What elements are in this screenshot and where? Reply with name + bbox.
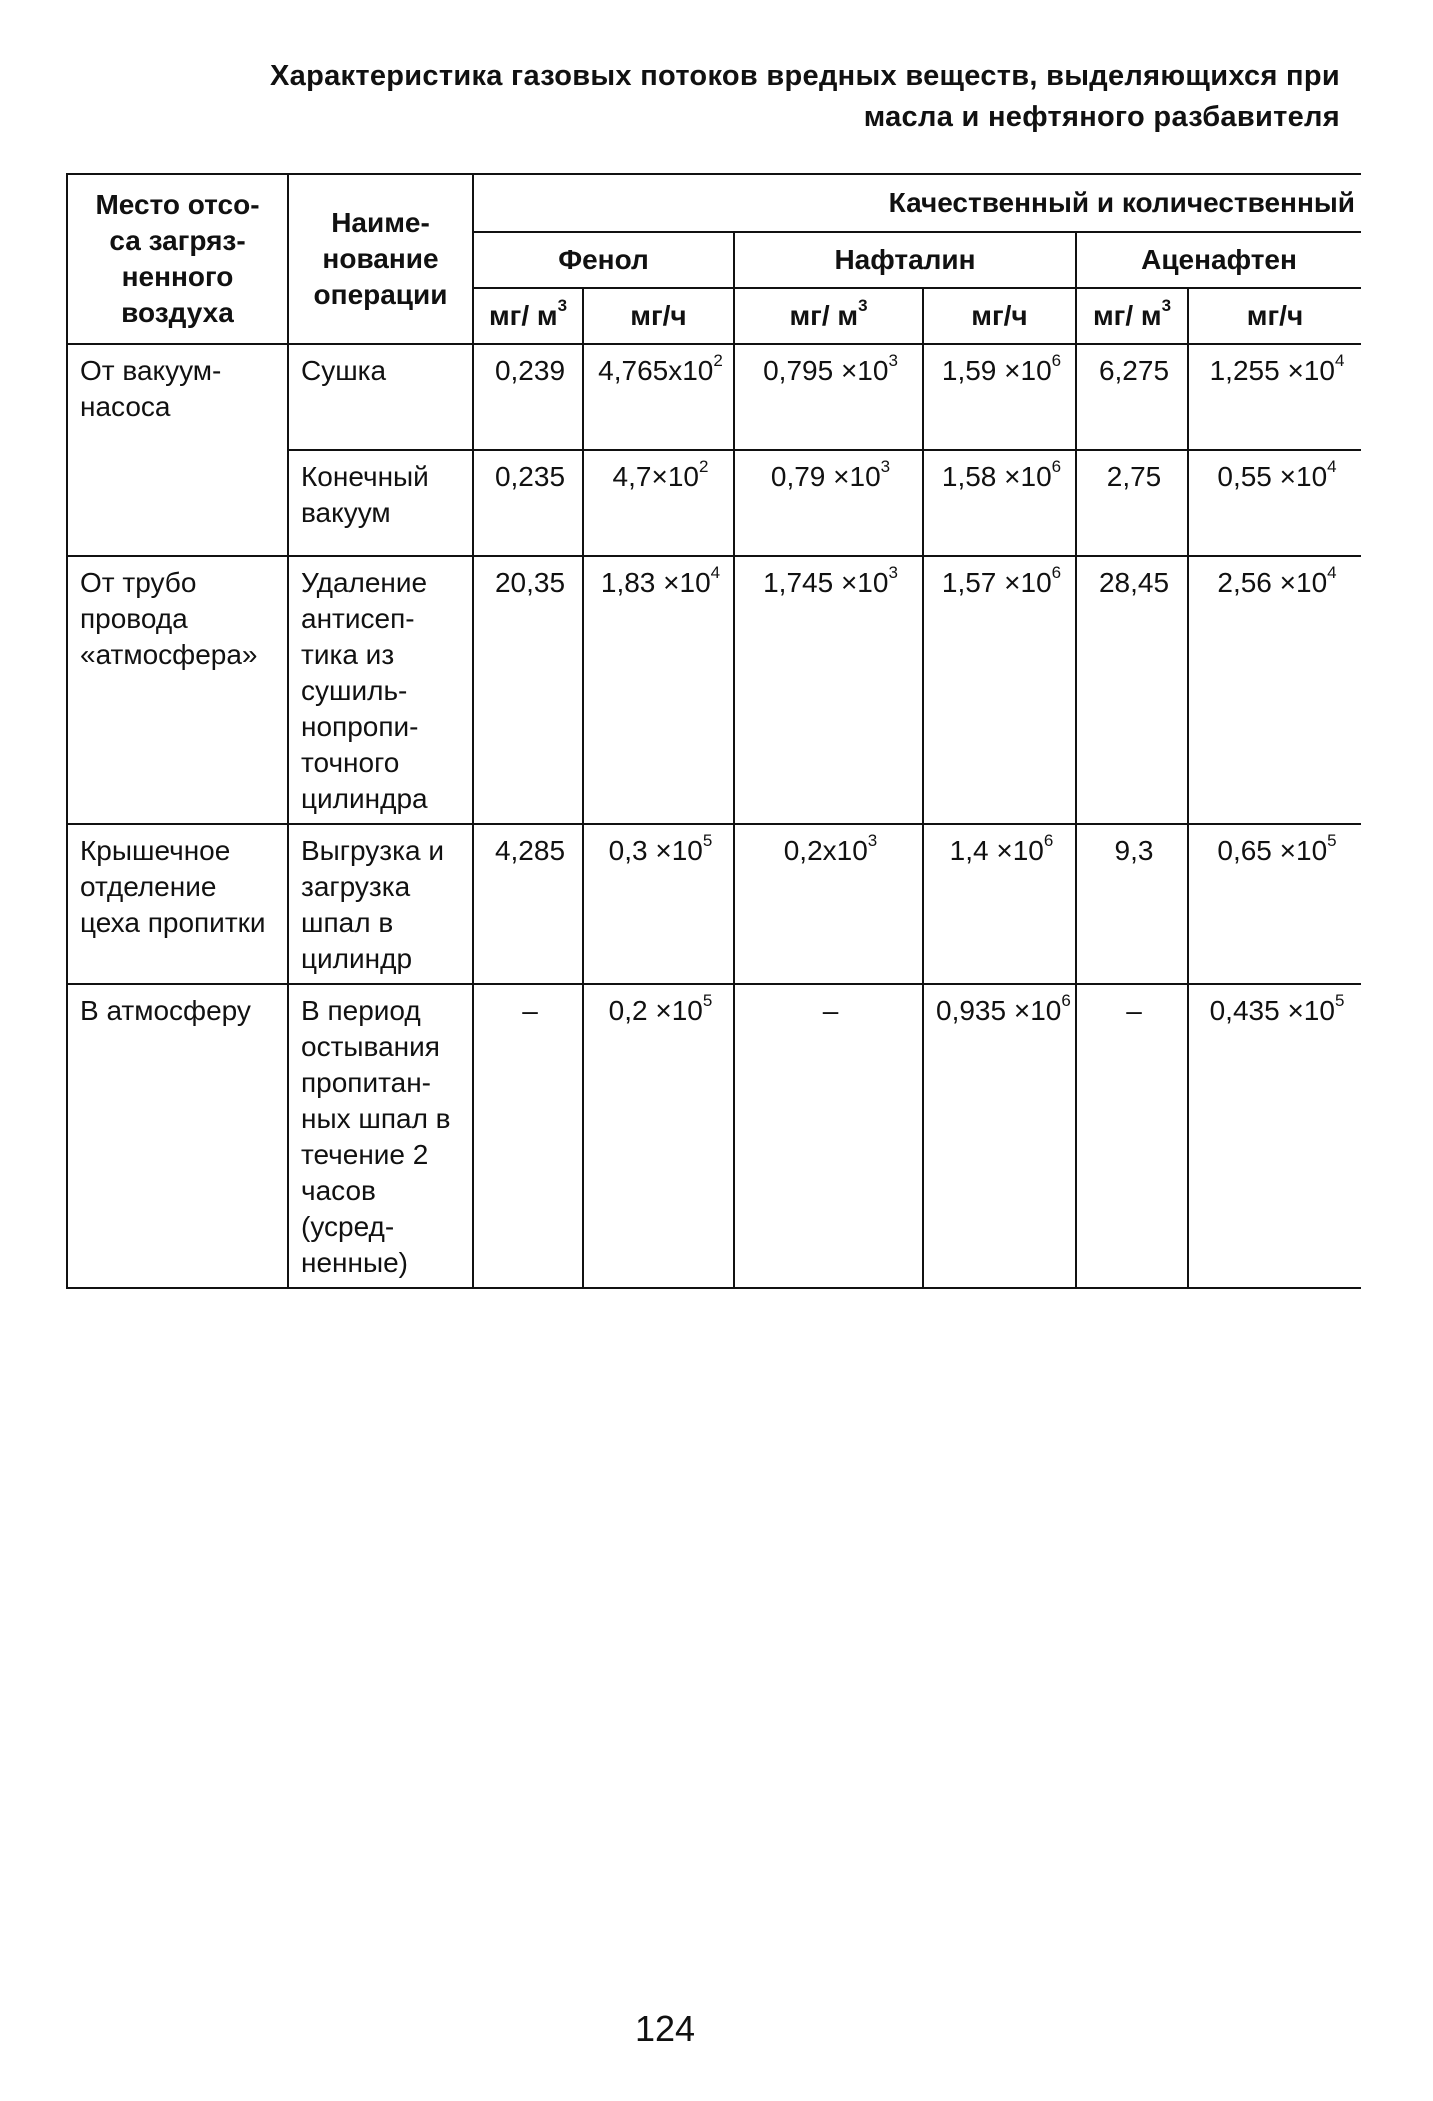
cell-acen-mg-h: $1,255 \times 10^4$ [1188,344,1361,450]
header-unit: мг/ч [583,288,734,344]
cell-phenol-mg-m3: 4,285 [473,824,583,984]
cell-naph-mg-h: $0,935 \times 10^6$ [923,984,1076,1288]
cell-operation: В период остывания пропитан-ных шпал в течение 2 часов (усред-ненные) [288,984,473,1288]
cell-naph-mg-h: $1,59 \times 10^6$ [923,344,1076,450]
cell-operation: Конечный вакуум [288,450,473,556]
cell-place: От трубо провода «атмосфера» [67,556,288,824]
cell-place: От вакуум-насоса [67,344,288,556]
header-unit: мг/ $м^3$ [473,288,583,344]
cell-naph-mg-m3: $1,745 \times 10^3$ [734,556,923,824]
header-place-line: са загряз- [109,225,246,256]
cell-naph-mg-h: $1,57 \times 10^6$ [923,556,1076,824]
header-substance-acenaphthene: Аценафтен [1076,232,1361,288]
cell-acen-mg-m3: 9,3 [1076,824,1188,984]
cell-naph-mg-m3: – [734,984,923,1288]
table-caption [120,56,1340,138]
cell-naph-mg-h: $1,58 \times 10^6$ [923,450,1076,556]
cell-naph-mg-h: $1,4 \times 10^6$ [923,824,1076,984]
cell-acen-mg-h: $0,55 \times 10^4$ [1188,450,1361,556]
header-substance-naphthalene: Нафталин [734,232,1076,288]
cell-acen-mg-m3: 6,275 [1076,344,1188,450]
page-number: 124 [634,2008,696,2049]
table-row [67,344,1361,450]
header-operation [288,174,473,344]
header-operation-line: операции [313,279,448,310]
header-unit: мг/ч [923,288,1076,344]
cell-naph-mg-m3: $0,79 \times 10^3$ [734,450,923,556]
header-group: Качественный и количественный [473,174,1361,232]
cell-acen-mg-h: $0,65 \times 10^5$ [1188,824,1361,984]
cell-operation: Удаление антисеп-тика из сушиль-нопропи-точного цилиндра [288,556,473,824]
header-place-line: ненного [121,261,234,292]
header-substance-phenol: Фенол [473,232,734,288]
emissions-table [66,173,1361,1289]
header-row-1 [67,174,1361,232]
cell-phenol-mg-h: $4,7\times 10^2$ [583,450,734,556]
cell-acen-mg-m3: 2,75 [1076,450,1188,556]
table-row [67,824,1361,984]
table-row [67,556,1361,824]
caption-line-2: масла и нефтяного разбавителя [863,101,1340,133]
cell-acen-mg-h: $0,435 \times 10^5$ [1188,984,1361,1288]
header-unit: мг/ $м^3$ [1076,288,1188,344]
cell-phenol-mg-h: $0,3 \times 10^5$ [583,824,734,984]
cell-naph-mg-m3: $0,2x10^3$ [734,824,923,984]
cell-phenol-mg-h: $0,2 \times 10^5$ [583,984,734,1288]
header-unit: мг/ч [1188,288,1361,344]
cell-acen-mg-m3: 28,45 [1076,556,1188,824]
cell-place: Крышечное отделение цеха пропитки [67,824,288,984]
header-place-line: воздуха [121,297,234,328]
cell-acen-mg-h: $2,56 \times 10^4$ [1188,556,1361,824]
cell-phenol-mg-m3: – [473,984,583,1288]
cell-phenol-mg-m3: 0,239 [473,344,583,450]
cell-acen-mg-m3: – [1076,984,1188,1288]
cell-phenol-mg-h: $1,83 \times 10^4$ [583,556,734,824]
header-place-line: Место отсо- [95,189,260,220]
cell-operation: Выгрузка и загрузка шпал в цилиндр [288,824,473,984]
header-unit: мг/ $м^3$ [734,288,923,344]
cell-place: В атмосферу [67,984,288,1288]
cell-phenol-mg-m3: 20,35 [473,556,583,824]
header-operation-line: Наиме- [331,207,430,238]
header-operation-line: нование [322,243,439,274]
cell-phenol-mg-h: $4,765x10^2$ [583,344,734,450]
table-row [67,984,1361,1288]
cell-naph-mg-m3: $0,795 \times 10^3$ [734,344,923,450]
cell-phenol-mg-m3: 0,235 [473,450,583,556]
caption-line-1: Характеристика газовых потоков вредных веществ, выделяющихся при [270,60,1340,92]
cell-operation: Сушка [288,344,473,450]
header-place [67,174,288,344]
